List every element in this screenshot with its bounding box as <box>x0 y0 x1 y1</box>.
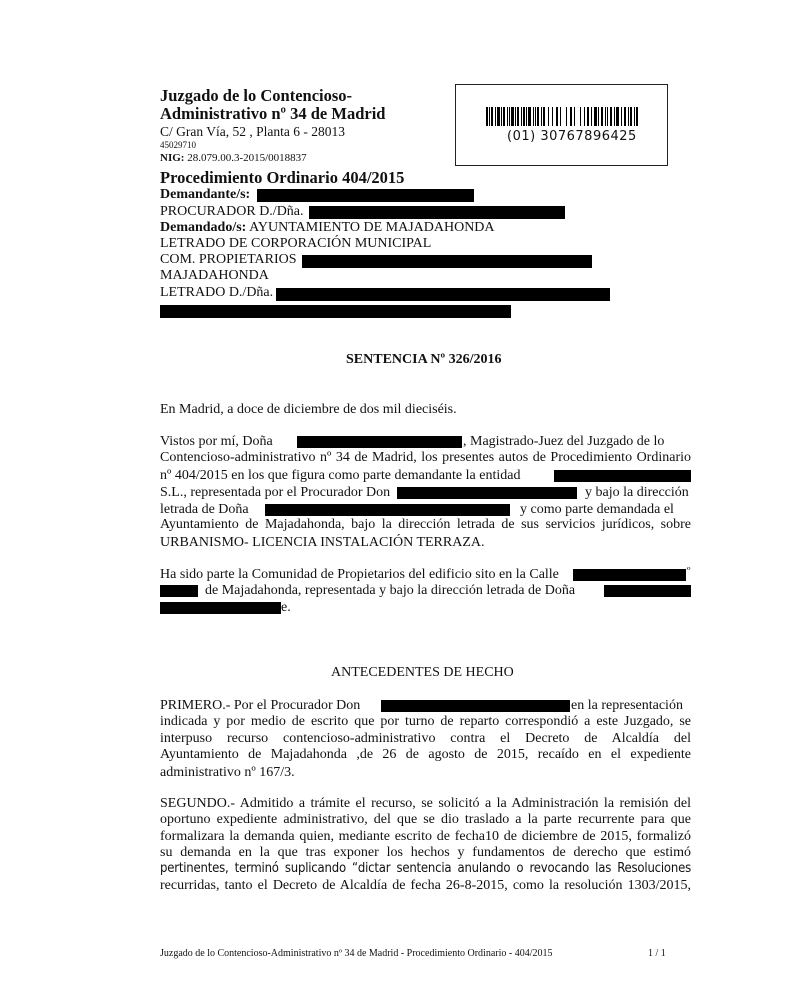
letrado-corporacion: LETRADO DE CORPORACIÓN MUNICIPAL <box>160 236 432 251</box>
vistos-line5a: letrada de Doña <box>160 502 249 517</box>
redaction-letrada-dona <box>265 504 510 516</box>
parte-line1b: º <box>687 565 691 577</box>
demandado-label: Demandado/s: <box>160 220 247 235</box>
vistos-line4a: S.L., representada por el Procurador Don <box>160 485 391 500</box>
redaction-procurador-primero <box>381 700 570 712</box>
letrado-label: LETRADO D./Dña. <box>160 285 274 300</box>
primero-line2: indicada y por medio de escrito que por turno de reparto correspondió a este Juzgado, se <box>160 714 691 729</box>
parte-line2: de Majadahonda, representada y bajo la dirección letrada de Doña <box>205 583 576 598</box>
demandado-line <box>160 220 495 236</box>
segundo-line1: SEGUNDO.- Admitido a trámite el recurso, se solicitó a la Administración la remisión del <box>160 796 691 811</box>
vistos-line5b: y como parte demandada el <box>520 502 674 517</box>
nig-value: 28.079.00.3-2015/0018837 <box>187 152 307 164</box>
vistos-line4b: y bajo la dirección <box>585 485 689 500</box>
segundo-line5: pertinentes, terminó suplicando “dictar sentencia anulando o revocando las Resoluciones <box>160 861 691 876</box>
segundo-line6: recurridas, tanto el Decreto de Alcaldía de fecha 26-8-2015, como la resolución 1303/2015, <box>160 878 691 893</box>
redaction-letrado-2 <box>160 305 511 318</box>
redaction-dona <box>604 585 691 597</box>
nig <box>160 152 307 164</box>
primero-line5: administrativo nº 167/3. <box>160 765 295 780</box>
date-line: En Madrid, a doce de diciembre de dos mil dieciséis. <box>160 402 457 417</box>
redaction-letrado <box>276 288 610 301</box>
primero-line1b: en la representación <box>571 698 683 713</box>
vistos-line6: Ayuntamiento de Majadahonda, bajo la dirección letrada de sus servicios jurídicos, sobre <box>160 517 691 532</box>
barcode-box <box>455 84 668 166</box>
redaction-demandante <box>257 189 474 202</box>
redaction-numero <box>160 585 198 597</box>
antecedentes-title: ANTECEDENTES DE HECHO <box>331 665 514 680</box>
vistos-line1b: , Magistrado-Juez del Juzgado de lo <box>463 434 665 449</box>
parte-line3: e. <box>281 600 291 615</box>
vistos-line3: nº 404/2015 en los que figura como parte demandante la entidad <box>160 468 521 483</box>
court-name-line2: Administrativo nº 34 de Madrid <box>160 104 386 123</box>
vistos-line2: Contencioso-administrativo nº 34 de Madrid, los presentes autos de Procedimiento Ordinario <box>160 450 691 465</box>
redaction-dona-2 <box>160 602 281 614</box>
procedure-title: Procedimiento Ordinario 404/2015 <box>160 168 405 187</box>
redaction-juez <box>297 436 462 448</box>
barcode-number: (01) 30767896425 <box>507 129 637 144</box>
nig-label: NIG: <box>160 152 185 164</box>
footer-text: Juzgado de lo Contencioso-Administrativo nº 34 de Madrid - Procedimiento Ordinario - 404/2015 <box>160 948 553 959</box>
vistos-line7: URBANISMO- LICENCIA INSTALACIÓN TERRAZA. <box>160 535 485 550</box>
demandante-label: Demandante/s: <box>160 187 251 202</box>
com-propietarios-label: COM. PROPIETARIOS <box>160 252 297 267</box>
court-code: 45029710 <box>160 140 196 150</box>
segundo-line2: oportuno expediente administrativo, del que se dio traslado a la parte recurrente para que <box>160 812 691 827</box>
sentence-title: SENTENCIA Nº 326/2016 <box>346 352 502 367</box>
demandado-value: AYUNTAMIENTO DE MAJADAHONDA <box>249 220 495 235</box>
footer-page-number: 1 / 1 <box>648 948 666 959</box>
segundo-line3: formalizara la demanda quien, mediante escrito de fecha10 de diciembre de 2015, formalizó <box>160 829 691 844</box>
procurador-label: PROCURADOR D./Dña. <box>160 204 304 219</box>
primero-line3: interpuso recurso contencioso-administrativo contra el Decreto de Alcaldía del <box>160 731 691 746</box>
segundo-line4: su demanda en la que tras exponer los hechos y fundamentos de derecho que estimó <box>160 845 691 860</box>
vistos-line1a: Vistos por mí, Doña <box>160 434 273 449</box>
redaction-entidad <box>554 470 691 482</box>
redaction-com-propietarios <box>302 255 592 268</box>
primero-line1a: PRIMERO.- Por el Procurador Don <box>160 698 361 713</box>
court-address: C/ Gran Vía, 52 , Planta 6 - 28013 <box>160 124 345 139</box>
redaction-procurador <box>309 206 565 219</box>
barcode-icon <box>486 107 638 126</box>
redaction-calle <box>573 569 686 581</box>
court-name-line1: Juzgado de lo Contencioso- <box>160 86 353 105</box>
redaction-procurador-don <box>397 487 577 499</box>
primero-line4: Ayuntamiento de Majadahonda ,de 26 de agosto de 2015, recaído en el expediente <box>160 747 691 762</box>
majadahonda-label: MAJADAHONDA <box>160 268 269 283</box>
parte-line1a: Ha sido parte la Comunidad de Propietarios del edificio sito en la Calle <box>160 567 559 582</box>
